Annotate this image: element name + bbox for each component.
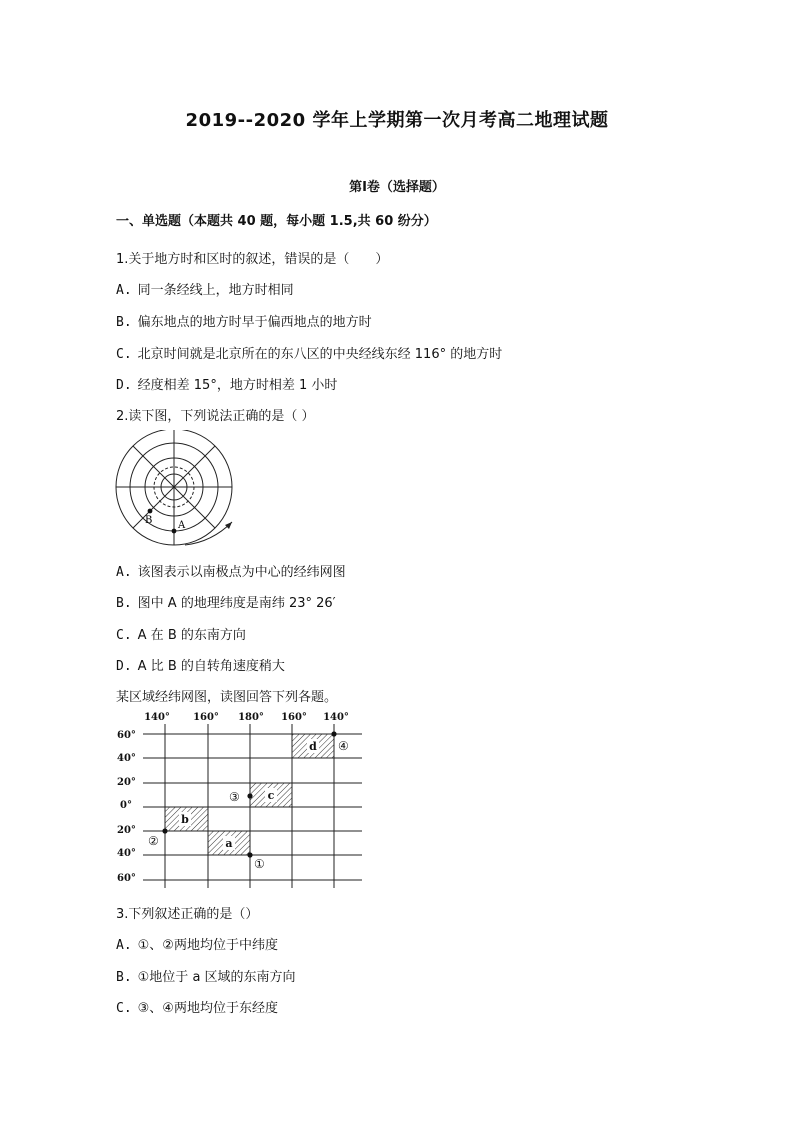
option-letter: B.	[116, 970, 132, 985]
q1-option-a	[116, 279, 294, 298]
page-title: 2019--2020 学年上学期第一次月考高二地理试题	[185, 110, 609, 131]
q1-option-d	[116, 374, 337, 393]
point-2-label: ②	[148, 834, 159, 848]
option-letter: A.	[116, 565, 132, 580]
point-4-marker	[331, 731, 336, 736]
point-a-marker	[172, 529, 177, 534]
option-text: ①地位于 a 区域的东南方向	[137, 970, 296, 985]
section-heading: 一、单选题（本题共 40 题，每小题 1.5,共 60 纷分）	[116, 214, 437, 229]
option-text: ①、②两地均位于中纬度	[137, 938, 278, 953]
q2-option-d	[116, 655, 285, 674]
q3-option-a	[116, 934, 278, 953]
point-1-marker	[247, 852, 252, 857]
option-letter: A.	[116, 283, 132, 298]
lon-label: 160°	[281, 712, 307, 723]
option-text: A 比 B 的自转角速度稍大	[137, 659, 285, 674]
lat-label: 20°	[117, 777, 136, 788]
lat-label: 60°	[117, 730, 136, 741]
option-letter: D.	[116, 659, 132, 674]
volume-heading: 第Ⅰ卷（选择题）	[349, 180, 445, 195]
q1-option-c	[116, 343, 502, 362]
region-c-label: c	[267, 789, 275, 802]
question-2-stem: 2.读下图，下列说法正确的是（ ）	[116, 409, 315, 424]
q2-option-a	[116, 561, 346, 580]
option-letter: C.	[116, 347, 132, 362]
option-text: A 在 B 的东南方向	[137, 628, 246, 643]
point-b-marker	[148, 509, 153, 514]
lat-label: 60°	[117, 873, 136, 884]
region-d-label: d	[309, 740, 317, 753]
lon-label: 140°	[144, 712, 170, 723]
lat-label: 0°	[120, 800, 132, 811]
lon-label: 160°	[193, 712, 219, 723]
option-text: 同一条经线上，地方时相同	[137, 283, 294, 298]
lon-label: 180°	[238, 712, 264, 723]
option-letter: B.	[116, 315, 132, 330]
option-letter: A.	[116, 938, 132, 953]
question-1-stem: 1.关于地方时和区时的叙述，错误的是（ ）	[116, 252, 389, 267]
q2-option-b	[116, 592, 336, 611]
option-letter: D.	[116, 378, 132, 393]
polar-graticule-figure	[112, 430, 242, 550]
latlong-grid-figure	[112, 706, 372, 890]
q3-option-c	[116, 997, 278, 1016]
option-text: 北京时间就是北京所在的东八区的中央经线东经 116° 的地方时	[137, 347, 503, 362]
option-letter: B.	[116, 596, 132, 611]
lat-label: 40°	[117, 753, 136, 764]
lat-label: 20°	[117, 825, 136, 836]
option-text: 偏东地点的地方时早于偏西地点的地方时	[137, 315, 372, 330]
option-text: 经度相差 15°，地方时相差 1 小时	[137, 378, 338, 393]
option-letter: C.	[116, 1001, 132, 1016]
q2-option-c	[116, 624, 246, 643]
option-text: 图中 A 的地理纬度是南纬 23° 26′	[137, 596, 336, 611]
point-3-label: ③	[229, 790, 240, 804]
q1-option-b	[116, 311, 372, 330]
lat-label: 40°	[117, 848, 136, 859]
question-3-stem: 3.下列叙述正确的是（）	[116, 907, 259, 922]
point-2-marker	[162, 828, 167, 833]
region-b-label: b	[181, 813, 189, 826]
point-b-label: B	[145, 515, 153, 526]
grid-figure-intro: 某区域经纬网图，读图回答下列各题。	[116, 690, 338, 705]
option-text: 该图表示以南极点为中心的经纬网图	[137, 565, 346, 580]
point-a-label: A	[178, 520, 186, 531]
point-3-marker	[247, 793, 252, 798]
option-text: ③、④两地均位于东经度	[137, 1001, 278, 1016]
q3-option-b	[116, 966, 296, 985]
region-a-label: a	[225, 837, 233, 850]
point-4-label: ④	[338, 739, 349, 753]
option-letter: C.	[116, 628, 132, 643]
point-1-label: ①	[254, 857, 265, 871]
lon-label: 140°	[323, 712, 349, 723]
